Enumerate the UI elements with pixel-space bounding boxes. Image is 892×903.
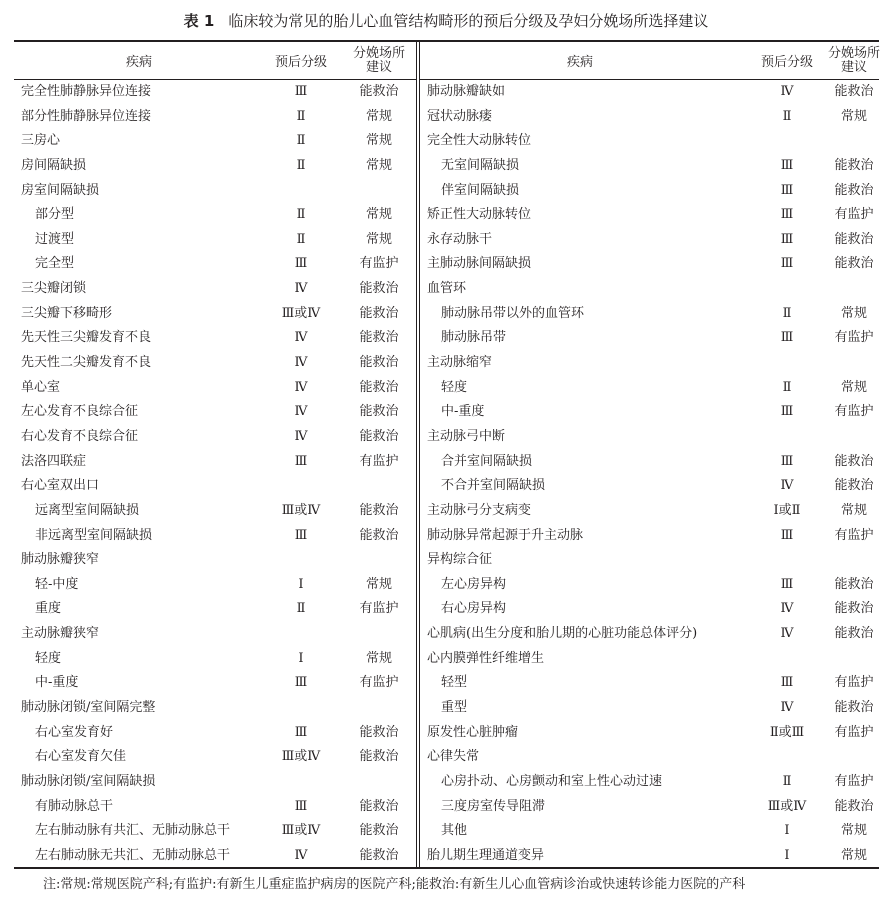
table-row	[420, 795, 879, 820]
table-row	[14, 252, 417, 277]
delivery-cell: 常规	[840, 305, 867, 321]
table-right-half	[420, 42, 879, 867]
disease-cell: 肺动脉闭锁/室间隔缺损	[21, 773, 156, 789]
grade-cell: Ⅲ	[780, 576, 794, 592]
grade-cell: Ⅳ	[294, 847, 308, 863]
delivery-cell: 能救治	[834, 84, 874, 99]
table-row	[420, 573, 879, 598]
grade-cell: Ⅱ或Ⅲ	[769, 724, 805, 740]
disease-cell: 右心发育不良综合征	[21, 428, 139, 444]
delivery-cell: 能救治	[359, 84, 399, 99]
delivery-cell: 能救治	[359, 502, 399, 518]
delivery-cell: 能救治	[834, 453, 874, 469]
grade-cell: Ⅳ	[294, 330, 308, 346]
table-row	[14, 277, 417, 302]
grade-cell: Ⅲ或Ⅳ	[767, 798, 807, 814]
table-row	[14, 647, 417, 672]
table-row	[420, 671, 879, 696]
header-disease: 疾病	[566, 55, 593, 70]
grade-cell: Ⅲ	[780, 256, 794, 272]
delivery-cell: 有监护	[834, 527, 874, 543]
disease-cell: 房室间隔缺损	[21, 182, 100, 198]
grade-cell: Ⅰ	[784, 847, 790, 863]
table-row	[14, 770, 417, 795]
header-delivery	[824, 42, 884, 79]
disease-cell: 完全型	[35, 256, 75, 272]
table-row	[420, 745, 879, 770]
disease-cell: 完全性大动脉转位	[427, 133, 532, 149]
disease-cell: 轻型	[441, 675, 468, 691]
table-row	[420, 696, 879, 721]
table-row	[14, 844, 417, 869]
delivery-cell: 常规	[365, 650, 392, 666]
grade-cell: Ⅱ	[296, 207, 306, 223]
grade-cell: Ⅳ	[780, 626, 794, 642]
delivery-cell: 能救治	[834, 700, 874, 716]
grade-cell: Ⅲ	[780, 453, 794, 469]
grade-cell: Ⅲ	[780, 182, 794, 198]
grade-cell: Ⅰ	[784, 823, 790, 839]
grade-cell: Ⅳ	[294, 379, 308, 395]
grade-cell: Ⅳ	[294, 355, 308, 371]
grade-cell: Ⅲ	[294, 798, 308, 814]
grade-cell: Ⅱ	[782, 305, 792, 321]
header-delivery-line2: 建议	[840, 59, 867, 75]
disease-cell: 伴室间隔缺损	[441, 182, 520, 198]
grade-cell: Ⅲ	[780, 207, 794, 223]
grade-cell: Ⅱ	[296, 601, 306, 617]
table-row	[420, 819, 879, 844]
table-row	[14, 474, 417, 499]
disease-cell: 过渡型	[35, 231, 75, 247]
table-row	[420, 252, 879, 277]
header-delivery-line1: 分娩场所	[827, 45, 880, 61]
grade-cell: Ⅳ	[780, 700, 794, 716]
table-row	[420, 548, 879, 573]
delivery-cell: 能救治	[834, 576, 874, 592]
delivery-cell: 常规	[365, 133, 392, 149]
table-title	[0, 11, 892, 31]
grade-cell: Ⅰ	[298, 650, 304, 666]
disease-cell: 心律失常	[427, 749, 480, 765]
delivery-cell: 常规	[840, 108, 867, 124]
disease-cell: 无室间隔缺损	[441, 157, 520, 173]
table-row	[14, 597, 417, 622]
table-row	[420, 400, 879, 425]
header-grade: 预后分级	[760, 55, 813, 70]
table-row	[420, 129, 879, 154]
table-row	[14, 376, 417, 401]
delivery-cell: 能救治	[359, 379, 399, 395]
disease-cell: 左右肺动脉无共汇、无肺动脉总干	[35, 847, 231, 863]
disease-cell: 主动脉弓分支病变	[427, 502, 532, 518]
table-row	[420, 425, 879, 450]
table-row	[420, 770, 879, 795]
disease-cell: 心肌病(出生分度和胎儿期的心脏功能总体评分)	[427, 626, 698, 642]
table-row	[14, 524, 417, 549]
delivery-cell: 有监护	[834, 404, 874, 420]
table-row	[14, 573, 417, 598]
disease-cell: 肺动脉吊带以外的血管环	[441, 305, 585, 321]
disease-cell: 左心发育不良综合征	[21, 404, 139, 420]
table-row	[420, 647, 879, 672]
delivery-cell: 能救治	[834, 798, 874, 814]
grade-cell: Ⅲ	[294, 453, 308, 469]
delivery-cell: 常规	[840, 847, 867, 863]
header-delivery-line2: 建议	[365, 59, 392, 75]
grade-cell: Ⅱ	[296, 133, 306, 149]
disease-cell: 重度	[35, 601, 62, 617]
table-row	[14, 302, 417, 327]
grade-cell: Ⅲ	[294, 84, 308, 99]
disease-cell: 轻-中度	[35, 576, 79, 592]
table-caption: 临床较为常见的胎儿心血管结构畸形的预后分级及孕妇分娩场所选择建议	[228, 12, 709, 30]
table-row	[420, 302, 879, 327]
disease-cell: 法洛四联症	[21, 453, 87, 469]
disease-cell: 轻度	[441, 379, 468, 395]
delivery-cell: 能救治	[834, 182, 874, 198]
table-row	[14, 622, 417, 647]
disease-cell: 右心室发育好	[35, 724, 114, 740]
disease-cell: 部分性肺静脉异位连接	[21, 108, 152, 124]
disease-cell: 不合并室间隔缺损	[441, 478, 546, 494]
disease-cell: 肺动脉异常起源于升主动脉	[427, 527, 584, 543]
grade-cell: Ⅲ	[294, 256, 308, 272]
table-row	[420, 80, 879, 105]
disease-cell: 三度房室传导阻滞	[441, 798, 546, 814]
grade-cell: Ⅱ	[296, 157, 306, 173]
grade-cell: Ⅳ	[780, 478, 794, 494]
delivery-cell: 能救治	[834, 601, 874, 617]
disease-cell: 非远离型室间隔缺损	[35, 527, 153, 543]
disease-cell: 右心室发育欠佳	[35, 749, 127, 765]
disease-cell: 先天性二尖瓣发育不良	[21, 355, 152, 371]
disease-cell: 中-重度	[35, 675, 79, 691]
delivery-cell: 有监护	[359, 256, 399, 272]
table-row	[14, 795, 417, 820]
grade-cell: Ⅲ	[780, 330, 794, 346]
disease-cell: 部分型	[35, 207, 75, 223]
disease-cell: 主肺动脉间隔缺损	[427, 256, 532, 272]
table-row	[420, 228, 879, 253]
delivery-cell: 能救治	[834, 231, 874, 247]
disease-cell: 异构综合征	[427, 552, 493, 568]
grade-cell: Ⅳ	[294, 281, 308, 297]
delivery-cell: 能救治	[359, 749, 399, 765]
table-row	[420, 622, 879, 647]
delivery-cell: 能救治	[359, 847, 399, 863]
disease-cell: 轻度	[35, 650, 62, 666]
disease-cell: 心内膜弹性纤维增生	[427, 650, 545, 666]
table-row	[14, 671, 417, 696]
prognosis-table	[14, 40, 879, 869]
disease-cell: 左右肺动脉有共汇、无肺动脉总干	[35, 823, 231, 839]
delivery-cell: 常规	[840, 823, 867, 839]
grade-cell: Ⅰ	[298, 576, 304, 592]
table-note: 注:常规:常规医院产科;有监护:有新生儿重症监护病房的医院产科;能救治:有新生儿心血管病诊治或快速转诊能力医院的产科	[43, 877, 746, 892]
table-row	[420, 376, 879, 401]
grade-cell: Ⅲ或Ⅳ	[281, 823, 321, 839]
table-header-left	[14, 42, 417, 80]
disease-cell: 肺动脉闭锁/室间隔完整	[21, 700, 156, 716]
table-row	[14, 745, 417, 770]
table-row	[420, 524, 879, 549]
disease-cell: 三房心	[21, 133, 61, 149]
delivery-cell: 有监护	[834, 207, 874, 223]
table-row	[14, 326, 417, 351]
grade-cell: Ⅳ	[294, 428, 308, 444]
disease-cell: 主动脉瓣狭窄	[21, 626, 100, 642]
grade-cell: Ⅱ	[296, 231, 306, 247]
delivery-cell: 能救治	[359, 724, 399, 740]
delivery-cell: 能救治	[834, 626, 874, 642]
disease-cell: 永存动脉干	[427, 231, 493, 247]
table-row	[420, 179, 879, 204]
disease-cell: 左心房异构	[441, 576, 507, 592]
delivery-cell: 能救治	[359, 281, 399, 297]
disease-cell: 三尖瓣闭锁	[21, 281, 87, 297]
delivery-cell: 能救治	[359, 527, 399, 543]
table-row	[420, 105, 879, 130]
grade-cell: Ⅲ或Ⅳ	[281, 305, 321, 321]
disease-cell: 胎儿期生理通道变异	[427, 847, 545, 863]
delivery-cell: 能救治	[359, 355, 399, 371]
disease-cell: 矫正性大动脉转位	[427, 207, 532, 223]
table-row	[14, 203, 417, 228]
delivery-cell: 常规	[365, 108, 392, 124]
table-row	[14, 228, 417, 253]
grade-cell: Ⅱ	[296, 108, 306, 124]
grade-cell: Ⅱ	[782, 379, 792, 395]
disease-cell: 合并室间隔缺损	[441, 453, 533, 469]
disease-cell: 右心房异构	[441, 601, 507, 617]
table-row	[14, 721, 417, 746]
delivery-cell: 有监护	[834, 724, 874, 740]
table-row	[420, 326, 879, 351]
table-row	[14, 105, 417, 130]
delivery-cell: 有监护	[359, 453, 399, 469]
grade-cell: Ⅲ或Ⅳ	[281, 749, 321, 765]
disease-cell: 心房扑动、心房颤动和室上性心动过速	[441, 773, 663, 789]
header-disease: 疾病	[125, 55, 152, 70]
disease-cell: 肺动脉瓣狭窄	[21, 552, 100, 568]
delivery-cell: 常规	[365, 207, 392, 223]
delivery-cell: 常规	[840, 502, 867, 518]
grade-cell: Ⅲ	[780, 404, 794, 420]
delivery-cell: 常规	[365, 157, 392, 173]
table-row	[14, 548, 417, 573]
table-left-half	[14, 42, 417, 867]
header-delivery	[346, 42, 412, 79]
delivery-cell: 能救治	[359, 404, 399, 420]
grade-cell: Ⅲ	[294, 527, 308, 543]
delivery-cell: 能救治	[834, 256, 874, 272]
grade-cell: Ⅲ	[780, 157, 794, 173]
disease-cell: 三尖瓣下移畸形	[21, 305, 113, 321]
table-row	[420, 474, 879, 499]
grade-cell: Ⅲ	[780, 231, 794, 247]
disease-cell: 单心室	[21, 379, 61, 395]
table-row	[420, 351, 879, 376]
grade-cell: Ⅳ	[780, 601, 794, 617]
disease-cell: 肺动脉吊带	[441, 330, 507, 346]
disease-cell: 主动脉弓中断	[427, 428, 506, 444]
delivery-cell: 能救治	[359, 305, 399, 321]
grade-cell: Ⅰ或Ⅱ	[773, 502, 801, 518]
table-row	[420, 499, 879, 524]
table-body-left	[14, 80, 417, 869]
table-row	[14, 129, 417, 154]
disease-cell: 完全性肺静脉异位连接	[21, 84, 152, 99]
table-row	[14, 499, 417, 524]
table-row	[14, 450, 417, 475]
table-row	[420, 154, 879, 179]
disease-cell: 中-重度	[441, 404, 485, 420]
table-row	[14, 819, 417, 844]
table-row	[420, 844, 879, 869]
grade-cell: Ⅳ	[780, 84, 794, 99]
disease-cell: 远离型室间隔缺损	[35, 502, 140, 518]
table-row	[14, 351, 417, 376]
grade-cell: Ⅱ	[782, 108, 792, 124]
disease-cell: 先天性三尖瓣发育不良	[21, 330, 152, 346]
disease-cell: 右心室双出口	[21, 478, 100, 494]
table-row	[14, 696, 417, 721]
delivery-cell: 有监护	[359, 675, 399, 691]
grade-cell: Ⅲ	[294, 724, 308, 740]
grade-cell: Ⅲ	[294, 675, 308, 691]
grade-cell: Ⅲ	[780, 527, 794, 543]
table-row	[420, 597, 879, 622]
delivery-cell: 能救治	[834, 157, 874, 173]
delivery-cell: 能救治	[359, 428, 399, 444]
table-row	[14, 154, 417, 179]
table-row	[14, 80, 417, 105]
table-header-right	[420, 42, 879, 80]
disease-cell: 肺动脉瓣缺如	[427, 84, 506, 99]
table-row	[14, 179, 417, 204]
delivery-cell: 有监护	[834, 675, 874, 691]
delivery-cell: 常规	[365, 231, 392, 247]
delivery-cell: 常规	[365, 576, 392, 592]
table-number: 表 1	[183, 12, 215, 30]
table-row	[420, 277, 879, 302]
disease-cell: 有肺动脉总干	[35, 798, 114, 814]
header-grade: 预后分级	[274, 55, 327, 70]
grade-cell: Ⅲ	[780, 675, 794, 691]
disease-cell: 主动脉缩窄	[427, 355, 493, 371]
table-row	[14, 425, 417, 450]
grade-cell: Ⅱ	[782, 773, 792, 789]
table-row	[420, 450, 879, 475]
disease-cell: 血管环	[427, 281, 467, 297]
disease-cell: 其他	[441, 823, 468, 839]
disease-cell: 重型	[441, 700, 468, 716]
table-row	[420, 203, 879, 228]
delivery-cell: 能救治	[359, 798, 399, 814]
header-delivery-line1: 分娩场所	[352, 45, 405, 61]
disease-cell: 房间隔缺损	[21, 157, 87, 173]
disease-cell: 冠状动脉瘘	[427, 108, 493, 124]
delivery-cell: 有监护	[359, 601, 399, 617]
table-row	[420, 721, 879, 746]
table-row	[14, 400, 417, 425]
grade-cell: Ⅳ	[294, 404, 308, 420]
grade-cell: Ⅲ或Ⅳ	[281, 502, 321, 518]
delivery-cell: 有监护	[834, 330, 874, 346]
delivery-cell: 能救治	[834, 478, 874, 494]
table-body-right	[420, 80, 879, 869]
disease-cell: 原发性心脏肿瘤	[427, 724, 519, 740]
delivery-cell: 常规	[840, 379, 867, 395]
delivery-cell: 能救治	[359, 330, 399, 346]
delivery-cell: 能救治	[359, 823, 399, 839]
delivery-cell: 有监护	[834, 773, 874, 789]
